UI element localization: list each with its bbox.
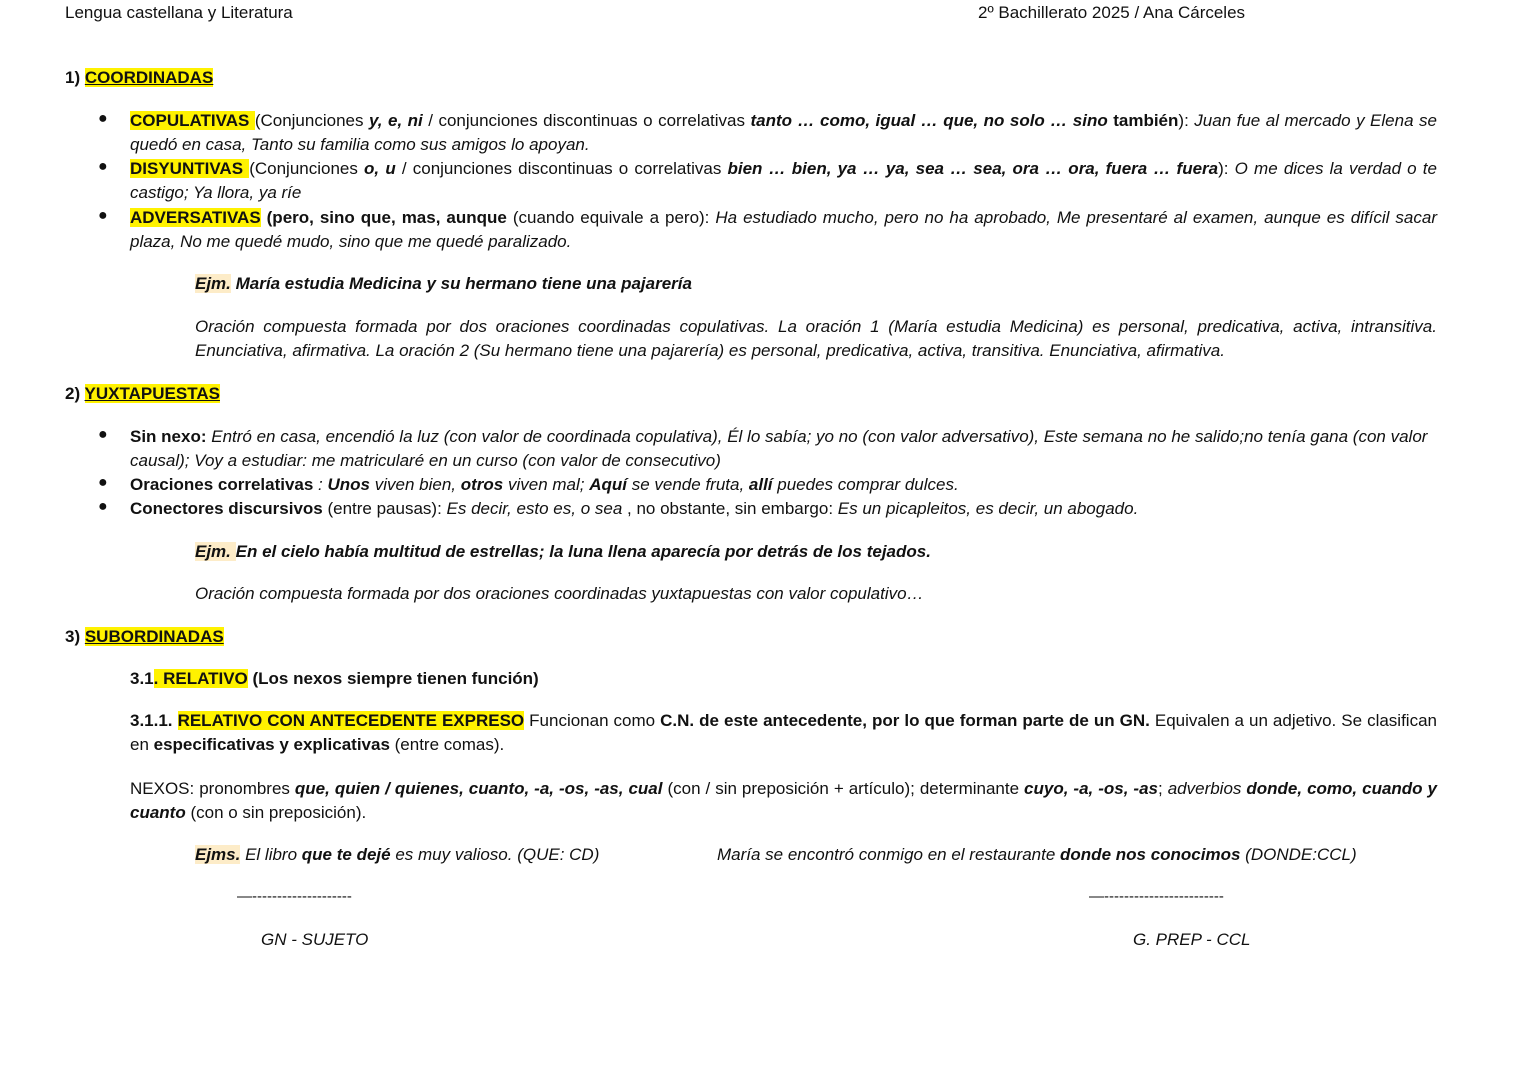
text: y, e, ni (368, 111, 423, 130)
list-item-adversativas (130, 206, 1437, 254)
text: (Conjunciones (254, 111, 369, 130)
list-item-conectores (130, 497, 1437, 521)
section-title: COORDINADAS (84, 68, 214, 87)
text: Es decir, esto es, o sea (446, 499, 623, 518)
subsection-title: RELATIVO CON ANTECEDENTE EXPRESO (177, 711, 525, 730)
example-label: Ejms. (195, 845, 241, 864)
text: (Los nexos siempre tienen función) (247, 669, 539, 688)
text: es muy valioso. (QUE: CD) (390, 845, 600, 864)
text: María se encontró conmigo en el restaurante (717, 845, 1061, 864)
text: ; (1158, 779, 1168, 798)
term-label: COPULATIVAS (130, 111, 255, 130)
text: (entre pausas): (322, 499, 447, 518)
section-number: 2) (65, 384, 85, 403)
text: viven bien, (370, 475, 461, 494)
text: especificativas y explicativas (153, 735, 390, 754)
bullet-icon: ● (98, 158, 108, 175)
example-label: Ejm. (195, 274, 231, 293)
example-sentence (195, 540, 1437, 564)
text: / conjunciones discontinuas o correlativas (422, 111, 751, 130)
text: (Conjunciones (249, 159, 365, 178)
subsection-3-1-heading (130, 667, 539, 691)
text: ): (1218, 159, 1235, 178)
analysis-label-gn-sujeto: GN - SUJETO (261, 930, 369, 949)
text: C.N. de este antecedente, por lo que forman parte de un GN. (660, 711, 1150, 730)
example-text: Ha estudiado mucho, pero no ha aprobado, Me presentaré al examen, aunque es difícil sacar plaza, No me quedé mudo, sino que me quedé paralizado. (130, 208, 1437, 251)
example-analysis: Oración compuesta formada por dos oraciones coordinadas copulativas. La oración 1 (María estudia Medicina) es personal, predicativa, activa, intransitiva. Enunciativa, afirmativa. La oración 2 (Su hermano tiene una pajarería) es personal, predicativa, activa, transitiva. Enunciativa, afirmativa. (195, 317, 1437, 360)
list-item-copulativas (130, 109, 1437, 157)
text: que te dejé (301, 845, 391, 864)
bullet-icon: ● (98, 426, 108, 443)
subsection-number: 3.1.1. (130, 711, 178, 730)
text: (pero, sino que, mas, aunque (260, 208, 507, 227)
text: se vende fruta, (627, 475, 749, 494)
term-label: DISYUNTIVAS (130, 159, 250, 178)
section-number: 3) (65, 627, 85, 646)
example-text: María estudia Medicina y su hermano tiene una pajarería (230, 274, 692, 293)
text: bien … bien, ya … ya, sea … sea, ora … ora, fuera … fuera (727, 159, 1219, 178)
text: (DONDE:CCL) (1240, 845, 1357, 864)
text: (con o sin preposición). (185, 803, 367, 822)
example-text: Juan fue al mercado y Elena se quedó en casa, Tanto su familia como sus amigos lo apoyan. (130, 111, 1437, 154)
example-relative-2 (717, 843, 1357, 867)
subsection-title: . RELATIVO (153, 669, 248, 688)
header-subject: Lengua castellana y Literatura (65, 3, 293, 22)
text: donde, como, cuando y cuanto (130, 779, 1437, 822)
text: que, quien / quienes, cuanto, -a, -os, -as, cual (294, 779, 663, 798)
text: viven mal; (503, 475, 590, 494)
text: también (1107, 111, 1179, 130)
section-1-heading (65, 66, 213, 90)
bullet-icon: ● (98, 207, 108, 224)
text: ): (1178, 111, 1195, 130)
section-2-heading (65, 382, 220, 406)
text: Aquí (589, 475, 627, 494)
example-text: Entró en casa, encendió la luz (con valor de coordinada copulativa), Él lo sabía; yo no (con valor adversativo), Este semana no he salido;no tenía gana (con valor causal); Voy a estudiar: me matricularé en un curso (con valor de consecutivo) (130, 427, 1428, 470)
bullet-icon: ● (98, 498, 108, 515)
example-label: Ejm. (195, 542, 236, 561)
bullet-icon: ● (98, 474, 108, 491)
text: otros (460, 475, 504, 494)
bullet-icon: ● (98, 110, 108, 127)
text: allí (748, 475, 773, 494)
text: Equivalen a un adjetivo. Se clasifican en (130, 711, 1437, 754)
example-sentence (195, 272, 1437, 296)
section-title: SUBORDINADAS (84, 627, 224, 646)
text: (con / sin preposición + artículo); determinante (662, 779, 1025, 798)
nexos-paragraph (130, 777, 1437, 825)
list-item-sin-nexo (130, 425, 1437, 473)
term-label: ADVERSATIVAS (130, 208, 261, 227)
example-analysis: Oración compuesta formada por dos oraciones coordinadas yuxtapuestas con valor copulativo… (195, 584, 924, 603)
text: NEXOS: pronombres (130, 779, 295, 798)
analysis-label-gprep-ccl: G. PREP - CCL (1133, 930, 1251, 949)
subsection-3-1-1-paragraph (130, 709, 1437, 757)
example-text: O me dices la verdad o te castigo; Ya llora, ya ríe (130, 159, 1437, 202)
text: Unos (327, 475, 370, 494)
text: / conjunciones discontinuas o correlativas (395, 159, 728, 178)
term-label: Conectores discursivos (130, 499, 323, 518)
text: Funcionan como (524, 711, 661, 730)
text: adverbios (1167, 779, 1242, 798)
section-title: YUXTAPUESTAS (84, 384, 220, 403)
example-relative-1 (195, 843, 599, 867)
text: tanto … como, igual … que, no solo … sino (750, 111, 1108, 130)
section-3-heading (65, 625, 224, 649)
analysis-line-1: —-------------------- (237, 888, 352, 905)
text: (entre comas). (389, 735, 505, 754)
list-item-correlativas (130, 473, 1437, 497)
text: , no obstante, sin embargo: (622, 499, 838, 518)
example-text: En el cielo había multitud de estrellas; la luna llena aparecía por detrás de los tejados. (235, 542, 931, 561)
text: cuyo, -a, -os, -as (1024, 779, 1158, 798)
subsection-number: 3.1 (130, 669, 154, 688)
text: donde nos conocimos (1060, 845, 1241, 864)
list-item-disyuntivas (130, 157, 1437, 205)
section-number: 1) (65, 68, 85, 87)
header-course-author: 2º Bachillerato 2025 / Ana Cárceles (978, 3, 1246, 22)
text: : (313, 475, 328, 494)
term-label: Sin nexo: (130, 427, 207, 446)
text: (cuando equivale a pero): (506, 208, 716, 227)
text: El libro (240, 845, 302, 864)
term-label: Oraciones correlativas (130, 475, 314, 494)
analysis-line-2: —------------------------ (1089, 888, 1224, 905)
text: puedes comprar dulces. (772, 475, 959, 494)
text: o, u (364, 159, 396, 178)
example-text: Es un picapleitos, es decir, un abogado. (837, 499, 1139, 518)
